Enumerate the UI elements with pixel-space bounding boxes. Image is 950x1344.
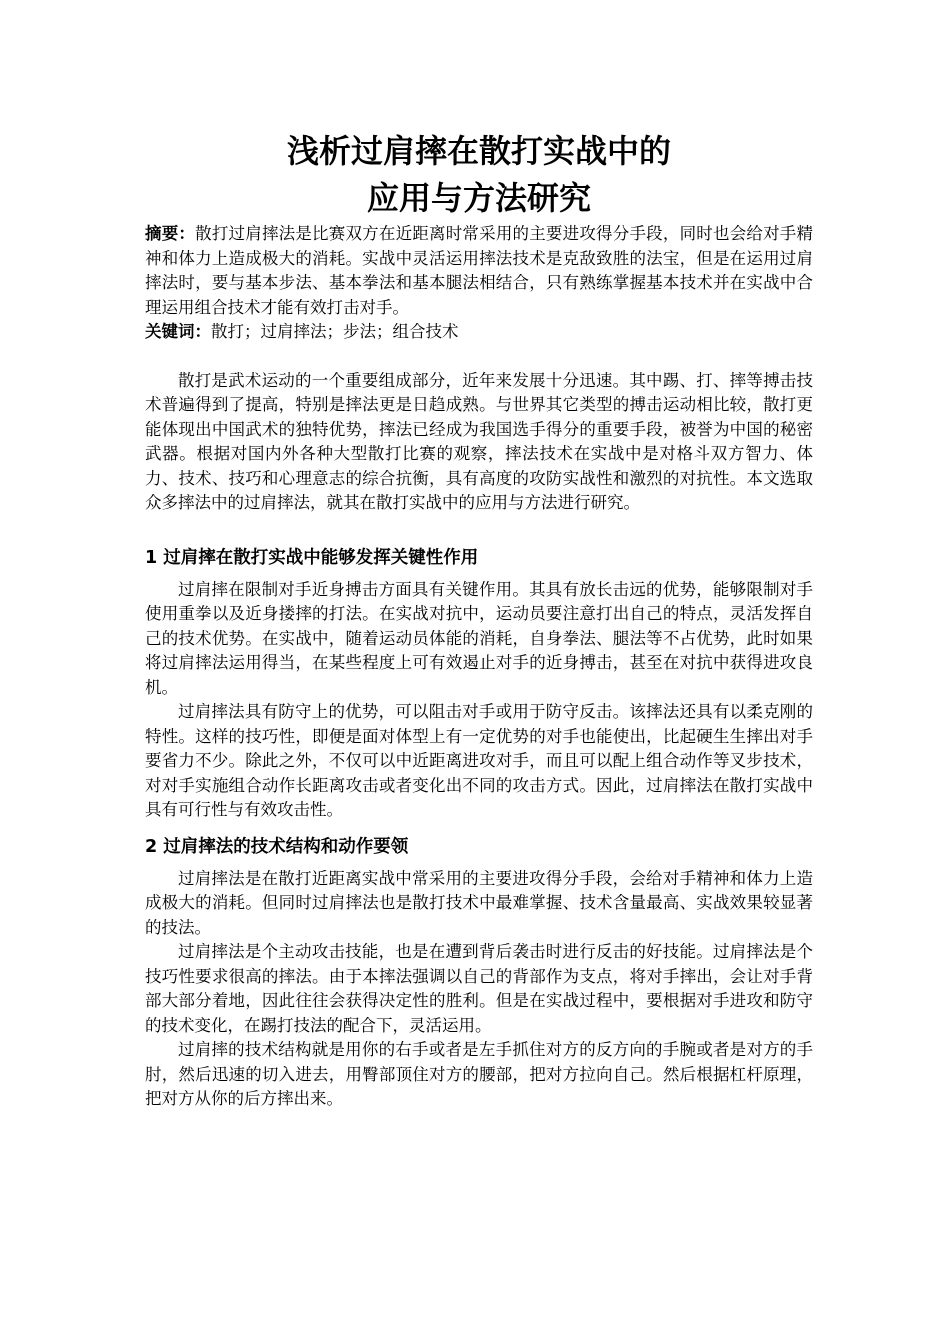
document-page bbox=[145, 128, 813, 1112]
keywords-label: 关键词： bbox=[145, 322, 211, 341]
title-line-1: 浅析过肩摔在散打实战中的 bbox=[286, 132, 671, 170]
section-1-paragraph-1: 过肩摔在限制对手近身搏击方面具有关键作用。其具有放长击远的优势，能够限制对手使用重拳以及近身搂摔的打法。在实战对抗中，运动员要注意打出自己的特点，灵活发挥自己的技术优势。在实战中，随着运动员体能的消耗，自身拳法、腿法等不占优势，此时如果将过肩摔法运用得当，在某些程度上可有效遏止对手的近身搏击，甚至在对抗中获得进攻良机。 bbox=[145, 579, 813, 697]
keywords bbox=[145, 320, 813, 345]
section-2-paragraph-1: 过肩摔法是在散打近距离实战中常采用的主要进攻得分手段，会给对手精神和体力上造成极大的消耗。但同时过肩摔法也是散打技术中最难掌握、技术含量最高、实战效果较显著的技法。 bbox=[145, 868, 813, 937]
abstract-label: 摘要： bbox=[145, 224, 196, 243]
section-2-heading: 2 过肩摔法的技术结构和动作要领 bbox=[145, 836, 409, 857]
section-2-paragraph-3: 过肩摔的技术结构就是用你的右手或者是左手抓住对方的反方向的手腕或者是对方的手肘，然后迅速的切入进去，用臀部顶住对方的腰部，把对方拉向自己。然后根据杠杆原理，把对方从你的后方摔出来。 bbox=[145, 1040, 813, 1108]
section-1-paragraph-2: 过肩摔法具有防守上的优势，可以阻击对手或用于防守反击。该摔法还具有以柔克刚的特性。这样的技巧性，即便是面对体型上有一定优势的对手也能使出，比起硬生生摔出对手要省力不少。除此之外，不仅可以中近距离进攻对手，而且可以配上组合动作等叉步技术，对对手实施组合动作长距离攻击或者变化出不同的攻击方式。因此，过肩摔法在散打实战中具有可行性与有效攻击性。 bbox=[145, 702, 813, 819]
keywords-text: 散打；过肩摔法；步法；组合技术 bbox=[211, 322, 459, 341]
intro-paragraph: 散打是武术运动的一个重要组成部分，近年来发展十分迅速。其中踢、打、摔等搏击技术普遍得到了提高，特别是摔法更是日趋成熟。与世界其它类型的搏击运动相比较，散打更能体现出中国武术的独特优势，摔法已经成为我国选手得分的重要手段，被誉为中国的秘密武器。根据对国内外各种大型散打比赛的观察，摔法技术在实战中是对格斗双方智力、体力、技术、技巧和心理意志的综合抗衡，具有高度的攻防实战性和激烈的对抗性。本文选取众多摔法中的过肩摔法，就其在散打实战中的应用与方法进行研究。 bbox=[145, 370, 813, 512]
document-title bbox=[145, 128, 813, 222]
section-1-heading: 1 过肩摔在散打实战中能够发挥关键性作用 bbox=[145, 547, 479, 568]
title-line-2: 应用与方法研究 bbox=[366, 179, 591, 217]
abstract bbox=[145, 222, 813, 320]
abstract-text: 散打过肩摔法是比赛双方在近距离时常采用的主要进攻得分手段，同时也会给对手精神和体力上造成极大的消耗。实战中灵活运用摔法技术是克敌致胜的法宝，但是在运用过肩摔法时，要与基本步法、基本拳法和基本腿法相结合，只有熟练掌握基本技术并在实战中合理运用组合技术才能有效打击对手。 bbox=[145, 224, 814, 317]
section-2-paragraph-2: 过肩摔法是个主动攻击技能，也是在遭到背后袭击时进行反击的好技能。过肩摔法是个技巧性要求很高的摔法。由于本摔法强调以自己的背部作为支点，将对手摔出，会让对手背部大部分着地，因此往往会获得决定性的胜利。但是在实战过程中，要根据对手进攻和防守的技术变化，在踢打技法的配合下，灵活运用。 bbox=[145, 942, 813, 1035]
